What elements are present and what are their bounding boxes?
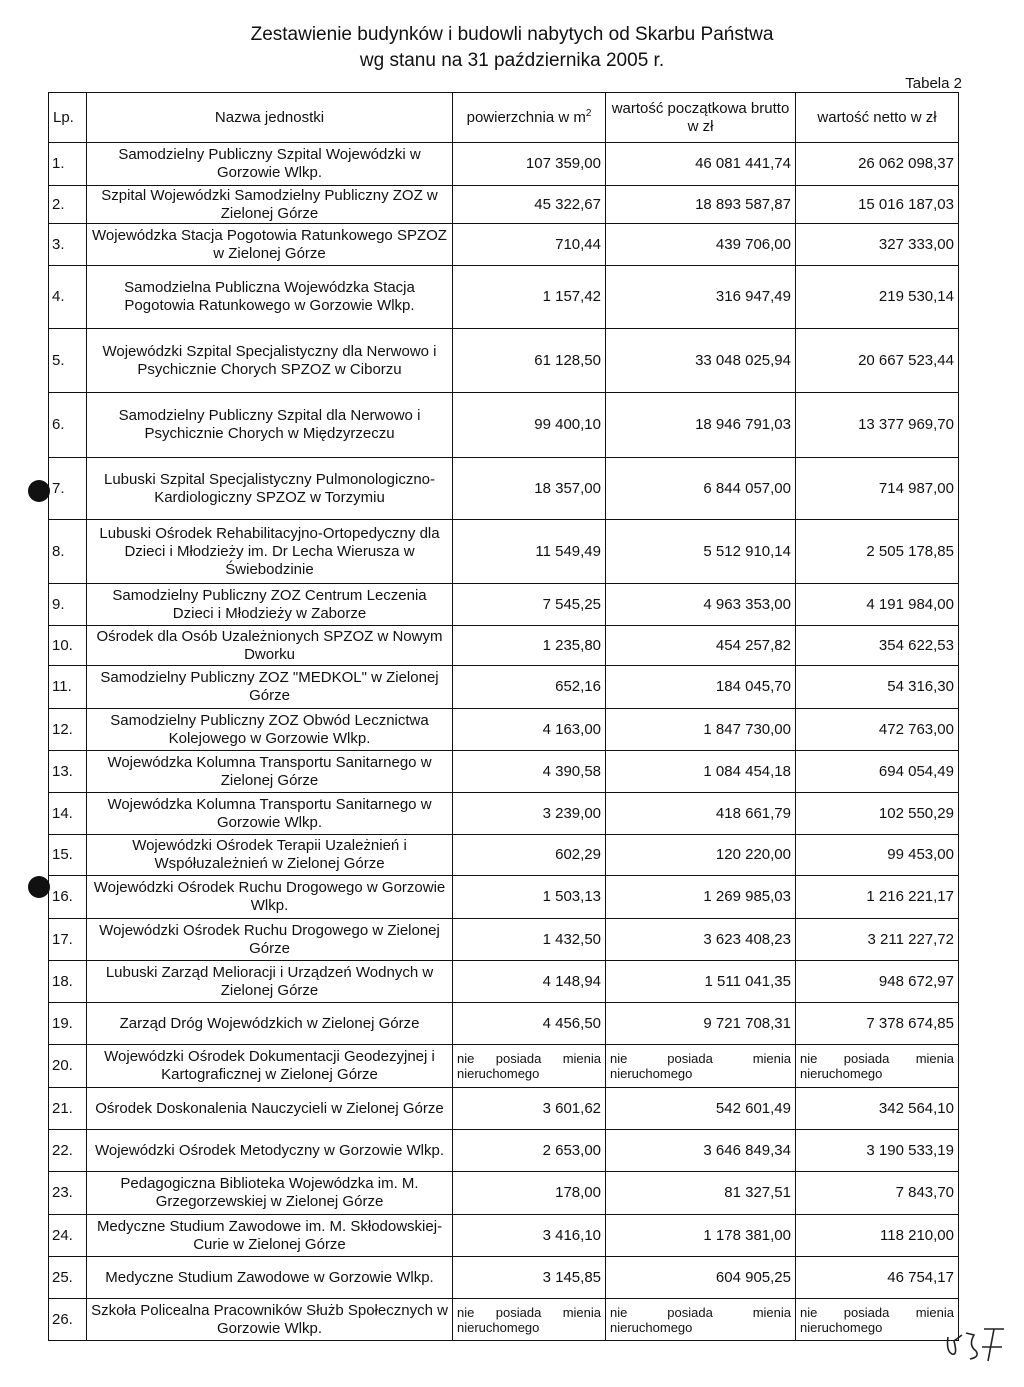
row-net-value: nie posiada mienia nieruchomego — [796, 1299, 959, 1341]
row-net-value: 1 216 221,17 — [796, 876, 959, 919]
row-area: 3 601,62 — [453, 1088, 606, 1130]
row-lp: 15. — [49, 835, 87, 876]
row-net-value: 99 453,00 — [796, 835, 959, 876]
row-name: Wojewódzki Ośrodek Ruchu Drogowego w Zielonej Górze — [87, 919, 453, 961]
row-name: Wojewódzki Ośrodek Dokumentacji Geodezyjnej i Kartograficznej w Zielonej Górze — [87, 1045, 453, 1088]
row-area: 4 456,50 — [453, 1003, 606, 1045]
row-name: Szpital Wojewódzki Samodzielny Publiczny ZOZ w Zielonej Górze — [87, 186, 453, 224]
row-lp: 10. — [49, 626, 87, 666]
row-net-value: 3 211 227,72 — [796, 919, 959, 961]
table-row — [49, 266, 959, 329]
row-area: 3 239,00 — [453, 793, 606, 835]
row-net-value: 7 843,70 — [796, 1172, 959, 1215]
row-net-value: 327 333,00 — [796, 224, 959, 266]
row-name: Wojewódzka Kolumna Transportu Sanitarnego w Zielonej Górze — [87, 751, 453, 793]
row-net-value: 694 054,49 — [796, 751, 959, 793]
row-initial-value: 542 601,49 — [606, 1088, 796, 1130]
row-lp: 19. — [49, 1003, 87, 1045]
header-area-sup: 2 — [585, 107, 592, 119]
table-row — [49, 666, 959, 709]
row-lp: 18. — [49, 961, 87, 1003]
buildings-table — [48, 92, 959, 1341]
row-lp: 4. — [49, 266, 87, 329]
table-row — [49, 1045, 959, 1088]
row-area: 3 416,10 — [453, 1215, 606, 1257]
row-lp: 7. — [49, 458, 87, 520]
table-row — [49, 751, 959, 793]
row-lp: 23. — [49, 1172, 87, 1215]
row-lp: 8. — [49, 520, 87, 584]
row-net-value: 948 672,97 — [796, 961, 959, 1003]
table-row — [49, 1003, 959, 1045]
row-area: 1 235,80 — [453, 626, 606, 666]
row-initial-value: 3 623 408,23 — [606, 919, 796, 961]
row-area: nie posiada mienia nieruchomego — [453, 1299, 606, 1341]
row-area: 602,29 — [453, 835, 606, 876]
row-net-value: 472 763,00 — [796, 709, 959, 751]
row-name: Wojewódzki Szpital Specjalistyczny dla Nerwowo i Psychicznie Chorych SPZOZ w Ciborzu — [87, 329, 453, 393]
row-initial-value: nie posiada mienia nieruchomego — [606, 1299, 796, 1341]
row-area: 3 145,85 — [453, 1257, 606, 1299]
row-lp: 5. — [49, 329, 87, 393]
row-lp: 22. — [49, 1130, 87, 1172]
row-initial-value: 6 844 057,00 — [606, 458, 796, 520]
row-lp: 2. — [49, 186, 87, 224]
row-initial-value: 5 512 910,14 — [606, 520, 796, 584]
row-name: Medyczne Studium Zawodowe w Gorzowie Wlkp. — [87, 1257, 453, 1299]
row-name: Samodzielny Publiczny Szpital dla Nerwowo i Psychicznie Chorych w Międzyrzeczu — [87, 393, 453, 458]
row-lp: 26. — [49, 1299, 87, 1341]
header-lp: Lp. — [49, 93, 87, 143]
row-lp: 1. — [49, 143, 87, 186]
title-line-1: Zestawienie budynków i budowli nabytych od Skarbu Państwa — [250, 24, 774, 45]
row-initial-value: 18 893 587,87 — [606, 186, 796, 224]
row-initial-value: 454 257,82 — [606, 626, 796, 666]
row-initial-value: 1 511 041,35 — [606, 961, 796, 1003]
row-initial-value: 18 946 791,03 — [606, 393, 796, 458]
row-area: 1 157,42 — [453, 266, 606, 329]
table-row — [49, 329, 959, 393]
row-initial-value: 1 847 730,00 — [606, 709, 796, 751]
table-row — [49, 393, 959, 458]
row-area: 7 545,25 — [453, 584, 606, 626]
table-row — [49, 1299, 959, 1341]
header-area-text: powierzchnia w m — [466, 108, 586, 126]
table-row — [49, 1215, 959, 1257]
row-lp: 20. — [49, 1045, 87, 1088]
table-row — [49, 224, 959, 266]
row-net-value: 219 530,14 — [796, 266, 959, 329]
row-area: 1 503,13 — [453, 876, 606, 919]
row-net-value: 26 062 098,37 — [796, 143, 959, 186]
row-initial-value: 604 905,25 — [606, 1257, 796, 1299]
row-net-value: nie posiada mienia nieruchomego — [796, 1045, 959, 1088]
table-row — [49, 876, 959, 919]
row-net-value: 118 210,00 — [796, 1215, 959, 1257]
row-area: nie posiada mienia nieruchomego — [453, 1045, 606, 1088]
punch-hole-top — [28, 480, 50, 502]
row-initial-value: 1 084 454,18 — [606, 751, 796, 793]
row-initial-value: 1 269 985,03 — [606, 876, 796, 919]
document-title — [0, 22, 1024, 74]
punch-hole-bottom — [28, 876, 50, 898]
row-initial-value: 81 327,51 — [606, 1172, 796, 1215]
table-row — [49, 919, 959, 961]
row-area: 18 357,00 — [453, 458, 606, 520]
row-area: 107 359,00 — [453, 143, 606, 186]
row-name: Wojewódzki Ośrodek Terapii Uzależnień i Współuzależnień w Zielonej Górze — [87, 835, 453, 876]
row-net-value: 714 987,00 — [796, 458, 959, 520]
row-net-value: 4 191 984,00 — [796, 584, 959, 626]
table-row — [49, 793, 959, 835]
row-lp: 3. — [49, 224, 87, 266]
row-area: 710,44 — [453, 224, 606, 266]
row-area: 11 549,49 — [453, 520, 606, 584]
table-row — [49, 961, 959, 1003]
row-lp: 21. — [49, 1088, 87, 1130]
table-row — [49, 186, 959, 224]
row-initial-value: 316 947,49 — [606, 266, 796, 329]
row-lp: 11. — [49, 666, 87, 709]
row-initial-value: 184 045,70 — [606, 666, 796, 709]
row-net-value: 46 754,17 — [796, 1257, 959, 1299]
row-net-value: 15 016 187,03 — [796, 186, 959, 224]
row-name: Ośrodek Doskonalenia Nauczycieli w Zielonej Górze — [87, 1088, 453, 1130]
row-net-value: 342 564,10 — [796, 1088, 959, 1130]
row-lp: 6. — [49, 393, 87, 458]
row-net-value: 102 550,29 — [796, 793, 959, 835]
table-row — [49, 584, 959, 626]
handwritten-page-number — [944, 1321, 1010, 1367]
row-net-value: 2 505 178,85 — [796, 520, 959, 584]
header-area — [453, 93, 606, 143]
table-row — [49, 520, 959, 584]
table-row — [49, 1130, 959, 1172]
row-initial-value: 439 706,00 — [606, 224, 796, 266]
row-lp: 14. — [49, 793, 87, 835]
row-net-value: 20 667 523,44 — [796, 329, 959, 393]
table-row — [49, 1172, 959, 1215]
row-name: Wojewódzka Stacja Pogotowia Ratunkowego SPZOZ w Zielonej Górze — [87, 224, 453, 266]
table-row — [49, 458, 959, 520]
row-lp: 12. — [49, 709, 87, 751]
row-area: 652,16 — [453, 666, 606, 709]
row-area: 61 128,50 — [453, 329, 606, 393]
row-lp: 17. — [49, 919, 87, 961]
row-initial-value: nie posiada mienia nieruchomego — [606, 1045, 796, 1088]
row-name: Lubuski Ośrodek Rehabilitacyjno-Ortopedyczny dla Dzieci i Młodzieży im. Dr Lecha Wierusza w Świebodzinie — [87, 520, 453, 584]
row-initial-value: 4 963 353,00 — [606, 584, 796, 626]
table-row — [49, 835, 959, 876]
header-initial-value: wartość początkowa brutto w zł — [606, 93, 796, 143]
row-initial-value: 1 178 381,00 — [606, 1215, 796, 1257]
row-net-value: 3 190 533,19 — [796, 1130, 959, 1172]
row-area: 2 653,00 — [453, 1130, 606, 1172]
row-net-value: 7 378 674,85 — [796, 1003, 959, 1045]
row-name: Samodzielny Publiczny Szpital Wojewódzki w Gorzowie Wlkp. — [87, 143, 453, 186]
row-area: 178,00 — [453, 1172, 606, 1215]
row-net-value: 13 377 969,70 — [796, 393, 959, 458]
row-name: Zarząd Dróg Wojewódzkich w Zielonej Górze — [87, 1003, 453, 1045]
row-net-value: 354 622,53 — [796, 626, 959, 666]
row-lp: 16. — [49, 876, 87, 919]
table-row — [49, 709, 959, 751]
row-name: Pedagogiczna Biblioteka Wojewódzka im. M. Grzegorzewskiej w Zielonej Górze — [87, 1172, 453, 1215]
table-body — [49, 143, 959, 1341]
table-row — [49, 1257, 959, 1299]
row-area: 99 400,10 — [453, 393, 606, 458]
row-name: Ośrodek dla Osób Uzależnionych SPZOZ w Nowym Dworku — [87, 626, 453, 666]
header-net-value: wartość netto w zł — [796, 93, 959, 143]
row-area: 4 390,58 — [453, 751, 606, 793]
row-area: 4 163,00 — [453, 709, 606, 751]
row-area: 1 432,50 — [453, 919, 606, 961]
row-area: 45 322,67 — [453, 186, 606, 224]
row-initial-value: 3 646 849,34 — [606, 1130, 796, 1172]
row-lp: 9. — [49, 584, 87, 626]
row-name: Samodzielna Publiczna Wojewódzka Stacja Pogotowia Ratunkowego w Gorzowie Wlkp. — [87, 266, 453, 329]
row-name: Samodzielny Publiczny ZOZ Centrum Leczenia Dzieci i Młodzieży w Zaborze — [87, 584, 453, 626]
row-name: Samodzielny Publiczny ZOZ Obwód Lecznictwa Kolejowego w Gorzowie Wlkp. — [87, 709, 453, 751]
header-name: Nazwa jednostki — [87, 93, 453, 143]
row-net-value: 54 316,30 — [796, 666, 959, 709]
row-name: Samodzielny Publiczny ZOZ "MEDKOL" w Zielonej Górze — [87, 666, 453, 709]
row-initial-value: 46 081 441,74 — [606, 143, 796, 186]
header-row — [49, 93, 959, 143]
row-lp: 25. — [49, 1257, 87, 1299]
row-area: 4 148,94 — [453, 961, 606, 1003]
row-initial-value: 9 721 708,31 — [606, 1003, 796, 1045]
table-row — [49, 143, 959, 186]
row-initial-value: 120 220,00 — [606, 835, 796, 876]
row-lp: 24. — [49, 1215, 87, 1257]
row-lp: 13. — [49, 751, 87, 793]
row-name: Wojewódzki Ośrodek Ruchu Drogowego w Gorzowie Wlkp. — [87, 876, 453, 919]
table-row — [49, 626, 959, 666]
row-name: Lubuski Zarząd Melioracji i Urządzeń Wodnych w Zielonej Górze — [87, 961, 453, 1003]
row-name: Lubuski Szpital Specjalistyczny Pulmonologiczno-Kardiologiczny SPZOZ w Torzymiu — [87, 458, 453, 520]
row-name: Medyczne Studium Zawodowe im. M. Skłodowskiej-Curie w Zielonej Górze — [87, 1215, 453, 1257]
row-name: Szkoła Policealna Pracowników Służb Społecznych w Gorzowie Wlkp. — [87, 1299, 453, 1341]
table-label: Tabela 2 — [905, 75, 962, 92]
table-row — [49, 1088, 959, 1130]
row-initial-value: 33 048 025,94 — [606, 329, 796, 393]
row-name: Wojewódzka Kolumna Transportu Sanitarnego w Gorzowie Wlkp. — [87, 793, 453, 835]
title-line-2: wg stanu na 31 października 2005 r. — [359, 50, 665, 71]
row-name: Wojewódzki Ośrodek Metodyczny w Gorzowie Wlkp. — [87, 1130, 453, 1172]
row-initial-value: 418 661,79 — [606, 793, 796, 835]
